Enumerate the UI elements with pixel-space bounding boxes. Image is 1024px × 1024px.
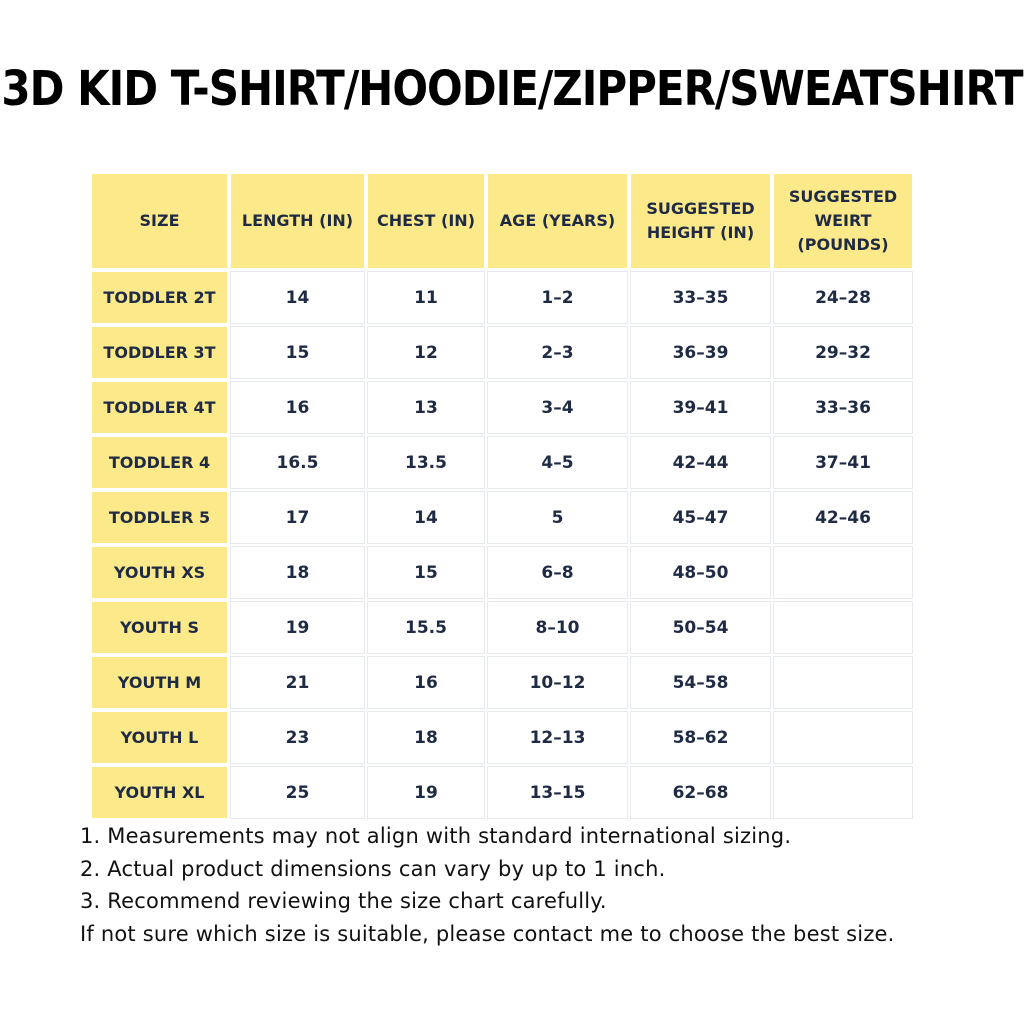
cell-chest: 13: [368, 382, 484, 433]
cell-chest: 15.5: [368, 602, 484, 653]
cell-height: 45–47: [631, 492, 770, 543]
cell-chest: 18: [368, 712, 484, 763]
cell-size: TODDLER 2T: [92, 272, 227, 323]
cell-length: 25: [231, 767, 364, 818]
header-height: SUGGESTED HEIGHT (IN): [631, 174, 770, 268]
cell-weight: [774, 767, 912, 818]
cell-weight: 29–32: [774, 327, 912, 378]
cell-height: 58–62: [631, 712, 770, 763]
cell-height: 33–35: [631, 272, 770, 323]
table-row: [92, 327, 912, 378]
cell-height: 54–58: [631, 657, 770, 708]
cell-length: 18: [231, 547, 364, 598]
page-title: 3D KID T-SHIRT/HOODIE/ZIPPER/SWEATSHIRT: [1, 60, 1023, 117]
cell-height: 36–39: [631, 327, 770, 378]
cell-size: TODDLER 5: [92, 492, 227, 543]
cell-chest: 14: [368, 492, 484, 543]
table-row: [92, 272, 912, 323]
cell-chest: 13.5: [368, 437, 484, 488]
note-item: 2. Actual product dimensions can vary by up to 1 inch.: [80, 856, 666, 881]
header-weight: SUGGESTED WEIRT (POUNDS): [774, 174, 912, 268]
cell-weight: [774, 547, 912, 598]
table-row: [92, 382, 912, 433]
note-item: If not sure which size is suitable, please contact me to choose the best size.: [80, 921, 895, 946]
cell-chest: 19: [368, 767, 484, 818]
table-row: [92, 712, 912, 763]
cell-size: YOUTH M: [92, 657, 227, 708]
header-size: SIZE: [92, 174, 227, 268]
cell-length: 15: [231, 327, 364, 378]
cell-chest: 11: [368, 272, 484, 323]
cell-age: 6–8: [488, 547, 627, 598]
cell-age: 4–5: [488, 437, 627, 488]
cell-weight: 42–46: [774, 492, 912, 543]
header-length: LENGTH (IN): [231, 174, 364, 268]
note-item: 1. Measurements may not align with standard international sizing.: [80, 824, 792, 848]
cell-weight: 24–28: [774, 272, 912, 323]
cell-chest: 12: [368, 327, 484, 378]
cell-height: 42–44: [631, 437, 770, 488]
cell-size: TODDLER 4T: [92, 382, 227, 433]
cell-length: 14: [231, 272, 364, 323]
cell-length: 16.5: [231, 437, 364, 488]
note-item: 3. Recommend reviewing the size chart carefully.: [80, 889, 607, 913]
cell-age: 8–10: [488, 602, 627, 653]
cell-weight: [774, 712, 912, 763]
table-header-row: [92, 174, 912, 268]
cell-height: 39–41: [631, 382, 770, 433]
cell-weight: [774, 602, 912, 653]
cell-weight: 33–36: [774, 382, 912, 433]
cell-chest: 16: [368, 657, 484, 708]
cell-age: 1–2: [488, 272, 627, 323]
cell-length: 23: [231, 712, 364, 763]
cell-height: 50–54: [631, 602, 770, 653]
header-chest: CHEST (IN): [368, 174, 484, 268]
cell-age: 10–12: [488, 657, 627, 708]
table-row: [92, 547, 912, 598]
cell-weight: 37–41: [774, 437, 912, 488]
cell-length: 16: [231, 382, 364, 433]
table-row: [92, 437, 912, 488]
table-body: [92, 272, 912, 818]
table-row: [92, 492, 912, 543]
table-row: [92, 602, 912, 653]
cell-size: YOUTH XL: [92, 767, 227, 818]
cell-age: 12–13: [488, 712, 627, 763]
cell-size: YOUTH S: [92, 602, 227, 653]
table-row: [92, 657, 912, 708]
cell-height: 48–50: [631, 547, 770, 598]
cell-size: TODDLER 3T: [92, 327, 227, 378]
cell-length: 17: [231, 492, 364, 543]
cell-height: 62–68: [631, 767, 770, 818]
cell-chest: 15: [368, 547, 484, 598]
header-age: AGE (YEARS): [488, 174, 627, 268]
notes: [80, 820, 1000, 950]
table-row: [92, 767, 912, 818]
cell-age: 3–4: [488, 382, 627, 433]
cell-age: 13–15: [488, 767, 627, 818]
cell-length: 21: [231, 657, 364, 708]
cell-length: 19: [231, 602, 364, 653]
cell-age: 2–3: [488, 327, 627, 378]
cell-size: YOUTH L: [92, 712, 227, 763]
size-chart-table: [88, 170, 916, 822]
cell-size: YOUTH XS: [92, 547, 227, 598]
cell-weight: [774, 657, 912, 708]
cell-size: TODDLER 4: [92, 437, 227, 488]
cell-age: 5: [488, 492, 627, 543]
